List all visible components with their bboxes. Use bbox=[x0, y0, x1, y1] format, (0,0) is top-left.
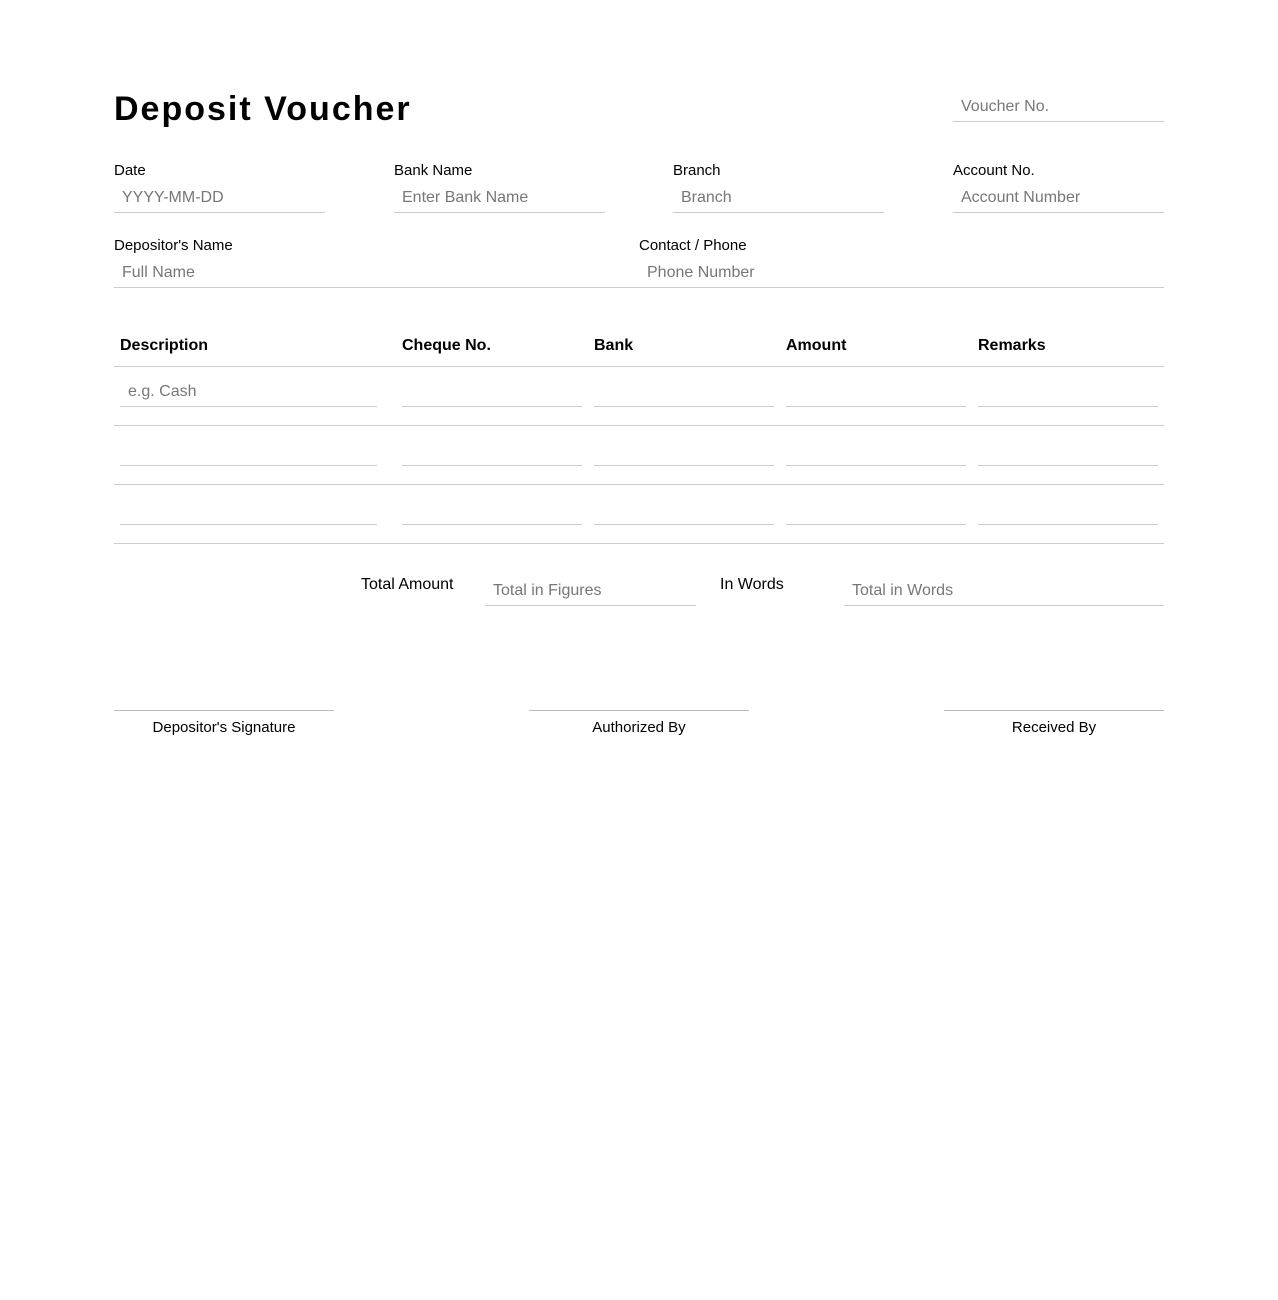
signature-line bbox=[114, 710, 334, 711]
column-header-cheque-no: Cheque No. bbox=[402, 337, 491, 354]
date-input[interactable] bbox=[114, 183, 325, 213]
column-header-amount: Amount bbox=[786, 337, 847, 354]
account-no-input[interactable] bbox=[953, 183, 1164, 213]
total-figures-input[interactable] bbox=[485, 576, 696, 606]
bank-name-label: Bank Name bbox=[394, 162, 473, 179]
bank-name-input[interactable] bbox=[394, 183, 605, 213]
authorized-by-label: Authorized By bbox=[592, 719, 686, 736]
cheque-no-input[interactable] bbox=[402, 377, 582, 407]
bank-input[interactable] bbox=[594, 377, 774, 407]
page-title: Deposit Voucher bbox=[114, 90, 412, 128]
remarks-input[interactable] bbox=[978, 495, 1158, 525]
signature-line bbox=[944, 710, 1164, 711]
account-no-label: Account No. bbox=[953, 162, 1035, 179]
signature-line bbox=[529, 710, 749, 711]
description-input[interactable] bbox=[120, 377, 377, 407]
contact-input[interactable] bbox=[639, 258, 1164, 288]
row-divider bbox=[114, 484, 1164, 485]
amount-input[interactable] bbox=[786, 377, 966, 407]
amount-input[interactable] bbox=[786, 495, 966, 525]
row-divider bbox=[114, 425, 1164, 426]
bank-input[interactable] bbox=[594, 436, 774, 466]
cheque-no-input[interactable] bbox=[402, 495, 582, 525]
description-placeholder-text: e.g. Cash bbox=[128, 383, 197, 400]
branch-label: Branch bbox=[673, 162, 721, 179]
column-header-description: Description bbox=[120, 337, 209, 354]
contact-label: Contact / Phone bbox=[639, 237, 747, 254]
bank-input[interactable] bbox=[594, 495, 774, 525]
total-words-input[interactable] bbox=[844, 576, 1164, 606]
cheque-no-input[interactable] bbox=[402, 436, 582, 466]
in-words-label: In Words bbox=[720, 576, 784, 593]
column-header-remarks: Remarks bbox=[978, 337, 1046, 354]
amount-input[interactable] bbox=[786, 436, 966, 466]
header-divider bbox=[114, 366, 1164, 367]
date-label: Date bbox=[114, 162, 146, 179]
received-by-label: Received By bbox=[1011, 719, 1097, 736]
voucher-no-input[interactable] bbox=[953, 92, 1164, 122]
total-amount-label: Total Amount bbox=[361, 576, 454, 593]
remarks-input[interactable] bbox=[978, 436, 1158, 466]
depositor-name-label: Depositor's Name bbox=[114, 237, 233, 254]
description-input[interactable] bbox=[120, 436, 377, 466]
column-header-bank: Bank bbox=[594, 337, 634, 354]
depositor-name-input[interactable] bbox=[114, 258, 639, 288]
depositor-signature-label: Depositor's Signature bbox=[152, 719, 296, 736]
description-input[interactable] bbox=[120, 495, 377, 525]
branch-input[interactable] bbox=[673, 183, 884, 213]
row-divider bbox=[114, 543, 1164, 544]
remarks-input[interactable] bbox=[978, 377, 1158, 407]
